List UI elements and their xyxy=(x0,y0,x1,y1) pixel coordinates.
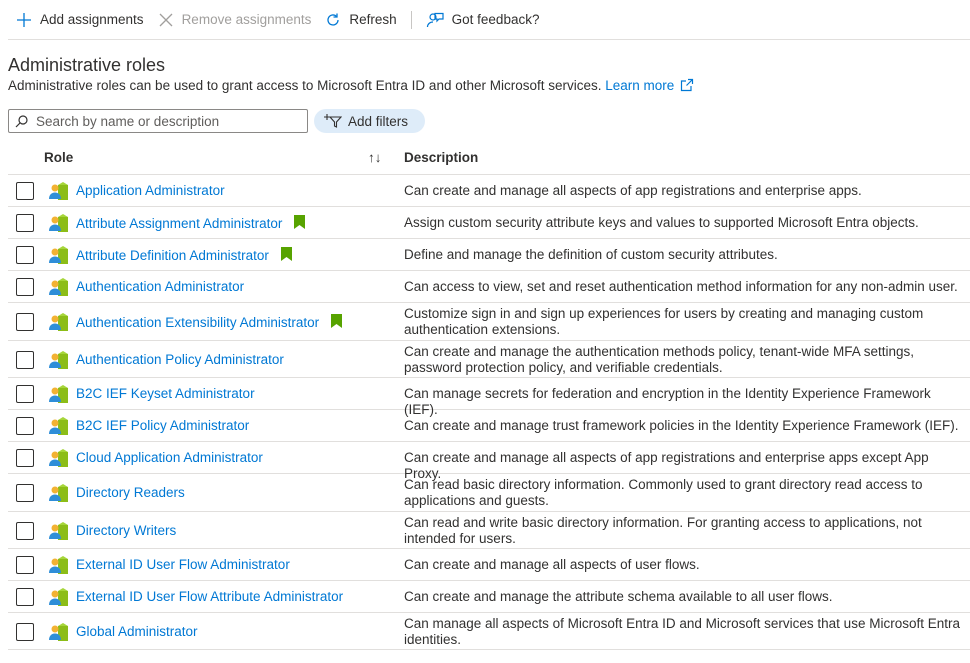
role-icon xyxy=(48,349,70,371)
bookmark-icon xyxy=(281,247,292,264)
role-description: Can read and write basic directory information. For granting access to applications, not intended for users. xyxy=(404,515,922,546)
role-name-link[interactable] xyxy=(76,557,290,572)
row-checkbox[interactable] xyxy=(16,417,34,435)
row-checkbox[interactable] xyxy=(16,313,34,331)
role-name-link[interactable] xyxy=(76,418,249,433)
role-name-link[interactable] xyxy=(76,450,263,465)
role-description: Can access to view, set and reset authentication method information for any non-admin user. xyxy=(404,279,958,294)
row-checkbox[interactable] xyxy=(16,484,34,502)
row-checkbox[interactable] xyxy=(16,588,34,606)
table-row[interactable] xyxy=(8,410,970,442)
feedback-label: Got feedback? xyxy=(451,12,540,27)
row-checkbox[interactable] xyxy=(16,385,34,403)
table-body xyxy=(8,175,970,650)
role-icon xyxy=(48,180,70,202)
role-name-text: Authentication Policy Administrator xyxy=(76,352,284,367)
search-input[interactable] xyxy=(34,113,294,130)
role-icon xyxy=(48,447,70,469)
role-name-text: Directory Writers xyxy=(76,523,177,538)
role-icon xyxy=(48,520,70,542)
table-row[interactable] xyxy=(8,303,970,341)
sort-icon[interactable]: ↑↓ xyxy=(368,150,382,165)
role-icon xyxy=(48,415,70,437)
remove-assignments-label: Remove assignments xyxy=(181,12,312,27)
role-icon xyxy=(48,276,70,298)
table-header xyxy=(8,143,970,175)
role-name-link[interactable] xyxy=(76,247,292,264)
role-description: Define and manage the definition of custom security attributes. xyxy=(404,247,778,262)
role-description: Can create and manage trust framework policies in the Identity Experience Framework (IEF). xyxy=(404,418,959,433)
bookmark-icon xyxy=(331,314,342,331)
add-filters-button[interactable] xyxy=(314,109,425,133)
table-row[interactable] xyxy=(8,239,970,271)
role-name-link[interactable] xyxy=(76,523,176,538)
feedback-icon xyxy=(426,12,444,28)
role-name-link[interactable] xyxy=(76,183,225,198)
table-row[interactable] xyxy=(8,175,970,207)
column-header-role[interactable]: Role xyxy=(44,150,74,165)
filter-add-icon xyxy=(324,113,342,129)
role-name-text: B2C IEF Keyset Administrator xyxy=(76,386,255,401)
search-box xyxy=(8,109,308,133)
role-name-link[interactable] xyxy=(76,624,198,639)
role-name-text: Cloud Application Administrator xyxy=(76,450,263,465)
role-name-link[interactable] xyxy=(76,279,244,294)
table-row[interactable] xyxy=(8,549,970,581)
row-checkbox[interactable] xyxy=(16,623,34,641)
table-row[interactable] xyxy=(8,442,970,481)
role-icon xyxy=(48,621,70,643)
role-name-text: External ID User Flow Administrator xyxy=(76,557,290,572)
table-row[interactable] xyxy=(8,378,970,417)
table-row[interactable] xyxy=(8,474,970,512)
row-checkbox[interactable] xyxy=(16,182,34,200)
table-row[interactable] xyxy=(8,613,970,650)
table-row[interactable] xyxy=(8,581,970,613)
role-name-link[interactable] xyxy=(76,589,343,604)
role-name-text: Authentication Administrator xyxy=(76,279,245,294)
close-icon xyxy=(158,12,174,28)
role-name-link[interactable] xyxy=(76,314,342,331)
table-row[interactable] xyxy=(8,512,970,549)
role-description: Can create and manage the authentication methods policy, tenant-wide MFA settings, password protection policy, and verifiable credentials. xyxy=(404,344,915,375)
role-description: Can create and manage all aspects of app registrations and enterprise apps. xyxy=(404,183,862,198)
plus-icon xyxy=(16,12,32,28)
bookmark-icon xyxy=(294,215,305,232)
role-icon xyxy=(48,586,70,608)
role-description: Can create and manage the attribute schema available to all user flows. xyxy=(404,589,833,604)
role-name-text: External ID User Flow Attribute Administrator xyxy=(76,589,344,604)
role-icon xyxy=(48,212,70,234)
role-description: Customize sign in and sign up experiences for users by creating and managing custom authentication extensions. xyxy=(404,306,924,337)
column-header-description[interactable]: Description xyxy=(404,150,479,165)
role-name-text: Application Administrator xyxy=(76,183,225,198)
role-description: Can create and manage all aspects of user flows. xyxy=(404,557,700,572)
table-row[interactable] xyxy=(8,207,970,239)
role-description: Can manage secrets for federation and encryption in the Identity Experience Framework (IEF). xyxy=(404,386,931,417)
table-row[interactable] xyxy=(8,341,970,378)
page-subtitle xyxy=(8,78,694,93)
feedback-button[interactable] xyxy=(426,0,540,40)
role-name-text: B2C IEF Policy Administrator xyxy=(76,418,250,433)
row-checkbox[interactable] xyxy=(16,351,34,369)
row-checkbox[interactable] xyxy=(16,278,34,296)
role-description: Can create and manage all aspects of app registrations and enterprise apps except App Proxy. xyxy=(404,450,929,481)
role-name-text: Directory Readers xyxy=(76,485,185,500)
external-link-icon[interactable] xyxy=(680,78,694,92)
search-icon xyxy=(15,115,28,128)
refresh-button[interactable] xyxy=(325,0,396,40)
refresh-icon xyxy=(325,12,341,28)
row-checkbox[interactable] xyxy=(16,556,34,574)
add-assignments-button[interactable] xyxy=(16,0,144,40)
page-title: Administrative roles xyxy=(8,55,166,75)
table-row[interactable] xyxy=(8,271,970,303)
refresh-label: Refresh xyxy=(349,12,397,27)
learn-more-link[interactable]: Learn more xyxy=(605,78,675,93)
role-name-link[interactable] xyxy=(76,485,185,500)
role-name-link[interactable] xyxy=(76,215,305,232)
role-icon xyxy=(48,554,70,576)
role-icon xyxy=(48,244,70,266)
row-checkbox[interactable] xyxy=(16,522,34,540)
role-icon xyxy=(48,482,70,504)
role-name-text: Global Administrator xyxy=(76,624,198,639)
role-name-link[interactable] xyxy=(76,352,284,367)
role-icon xyxy=(48,383,70,405)
toolbar-divider xyxy=(411,11,412,29)
add-filters-label: Add filters xyxy=(348,113,409,129)
row-checkbox[interactable] xyxy=(16,214,34,232)
add-assignments-label: Add assignments xyxy=(40,12,144,27)
row-checkbox[interactable] xyxy=(16,246,34,264)
role-description: Assign custom security attribute keys and values to supported Microsoft Entra objects. xyxy=(404,215,919,230)
role-name-link[interactable] xyxy=(76,386,255,401)
role-icon xyxy=(48,311,70,333)
row-checkbox[interactable] xyxy=(16,449,34,467)
roles-table xyxy=(8,143,970,650)
role-name-text: Attribute Assignment Administrator xyxy=(76,216,283,231)
role-name-text: Authentication Extensibility Administrator xyxy=(76,315,320,330)
subtitle-text: Administrative roles can be used to grant access to Microsoft Entra ID and other Microsoft services. xyxy=(8,78,602,93)
role-description: Can read basic directory information. Commonly used to grant directory read access to applications and guests. xyxy=(404,477,923,508)
role-name-text: Attribute Definition Administrator xyxy=(76,248,269,263)
command-bar xyxy=(8,0,970,40)
role-description: Can manage all aspects of Microsoft Entra ID and Microsoft services that use Microsoft Entra identities. xyxy=(404,616,960,647)
remove-assignments-button[interactable] xyxy=(158,0,312,40)
